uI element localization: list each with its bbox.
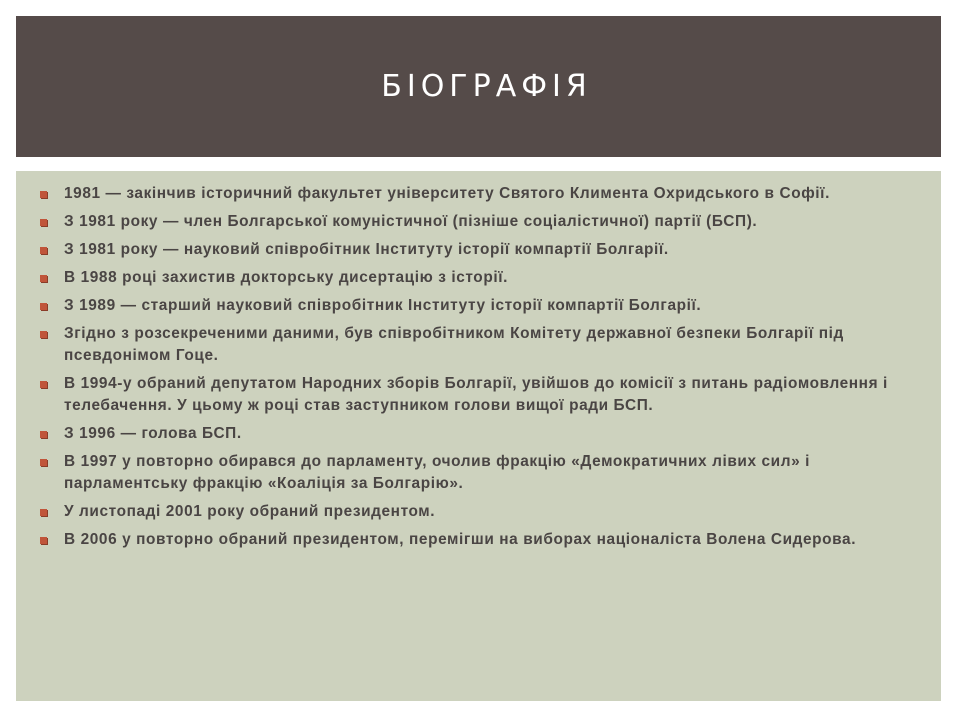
list-item [40, 211, 927, 233]
list-item-text: З 1989 — старший науковий співробітник Інституту історії компартії Болгарії. [64, 297, 702, 314]
list-item [40, 451, 927, 495]
list-item [40, 323, 927, 367]
list-item [40, 183, 927, 205]
title-band [16, 16, 941, 157]
list-item-text: Згідно з розсекреченими даними, був співробітником Комітету державної безпеки Болгарії під псевдонімом Гоце. [64, 325, 844, 364]
list-item-text: З 1981 року — науковий співробітник Інституту історії компартії Болгарії. [64, 241, 669, 258]
list-item [40, 423, 927, 445]
list-item-text: У листопаді 2001 року обраний президентом. [64, 503, 436, 520]
list-item-text: В 2006 у повторно обраний президентом, перемігши на виборах націоналіста Волена Сидерова. [64, 531, 857, 548]
list-item-text: 1981 — закінчив історичний факультет університету Святого Климента Охридського в Софії. [64, 185, 830, 202]
square-bullet-icon [40, 191, 47, 198]
list-item [40, 373, 927, 417]
list-item [40, 239, 927, 261]
content-panel [16, 171, 941, 701]
square-bullet-icon [40, 275, 47, 282]
biography-list [16, 171, 941, 551]
list-item [40, 267, 927, 289]
list-item-text: З 1981 року — член Болгарської комуністичної (пізніше соціалістичної) партії (БСП). [64, 213, 758, 230]
slide-title: БІОГРАФІЯ [381, 69, 592, 104]
square-bullet-icon [40, 303, 47, 310]
list-item [40, 529, 927, 551]
square-bullet-icon [40, 247, 47, 254]
square-bullet-icon [40, 219, 47, 226]
list-item-text: З 1996 — голова БСП. [64, 425, 242, 442]
square-bullet-icon [40, 331, 47, 338]
square-bullet-icon [40, 509, 47, 516]
square-bullet-icon [40, 381, 47, 388]
square-bullet-icon [40, 459, 47, 466]
list-item-text: В 1994-у обраний депутатом Народних зборів Болгарії, увійшов до комісії з питань радіомовлення і телебачення. У цьому ж році став заступником голови вищої ради БСП. [64, 375, 888, 414]
list-item-text: В 1988 році захистив докторську дисертацію з історії. [64, 269, 508, 286]
square-bullet-icon [40, 537, 47, 544]
square-bullet-icon [40, 431, 47, 438]
list-item [40, 501, 927, 523]
list-item-text: В 1997 у повторно обирався до парламенту, очолив фракцію «Демократичних лівих сил» і парламентську фракцію «Коаліція за Болгарію». [64, 453, 810, 492]
list-item [40, 295, 927, 317]
